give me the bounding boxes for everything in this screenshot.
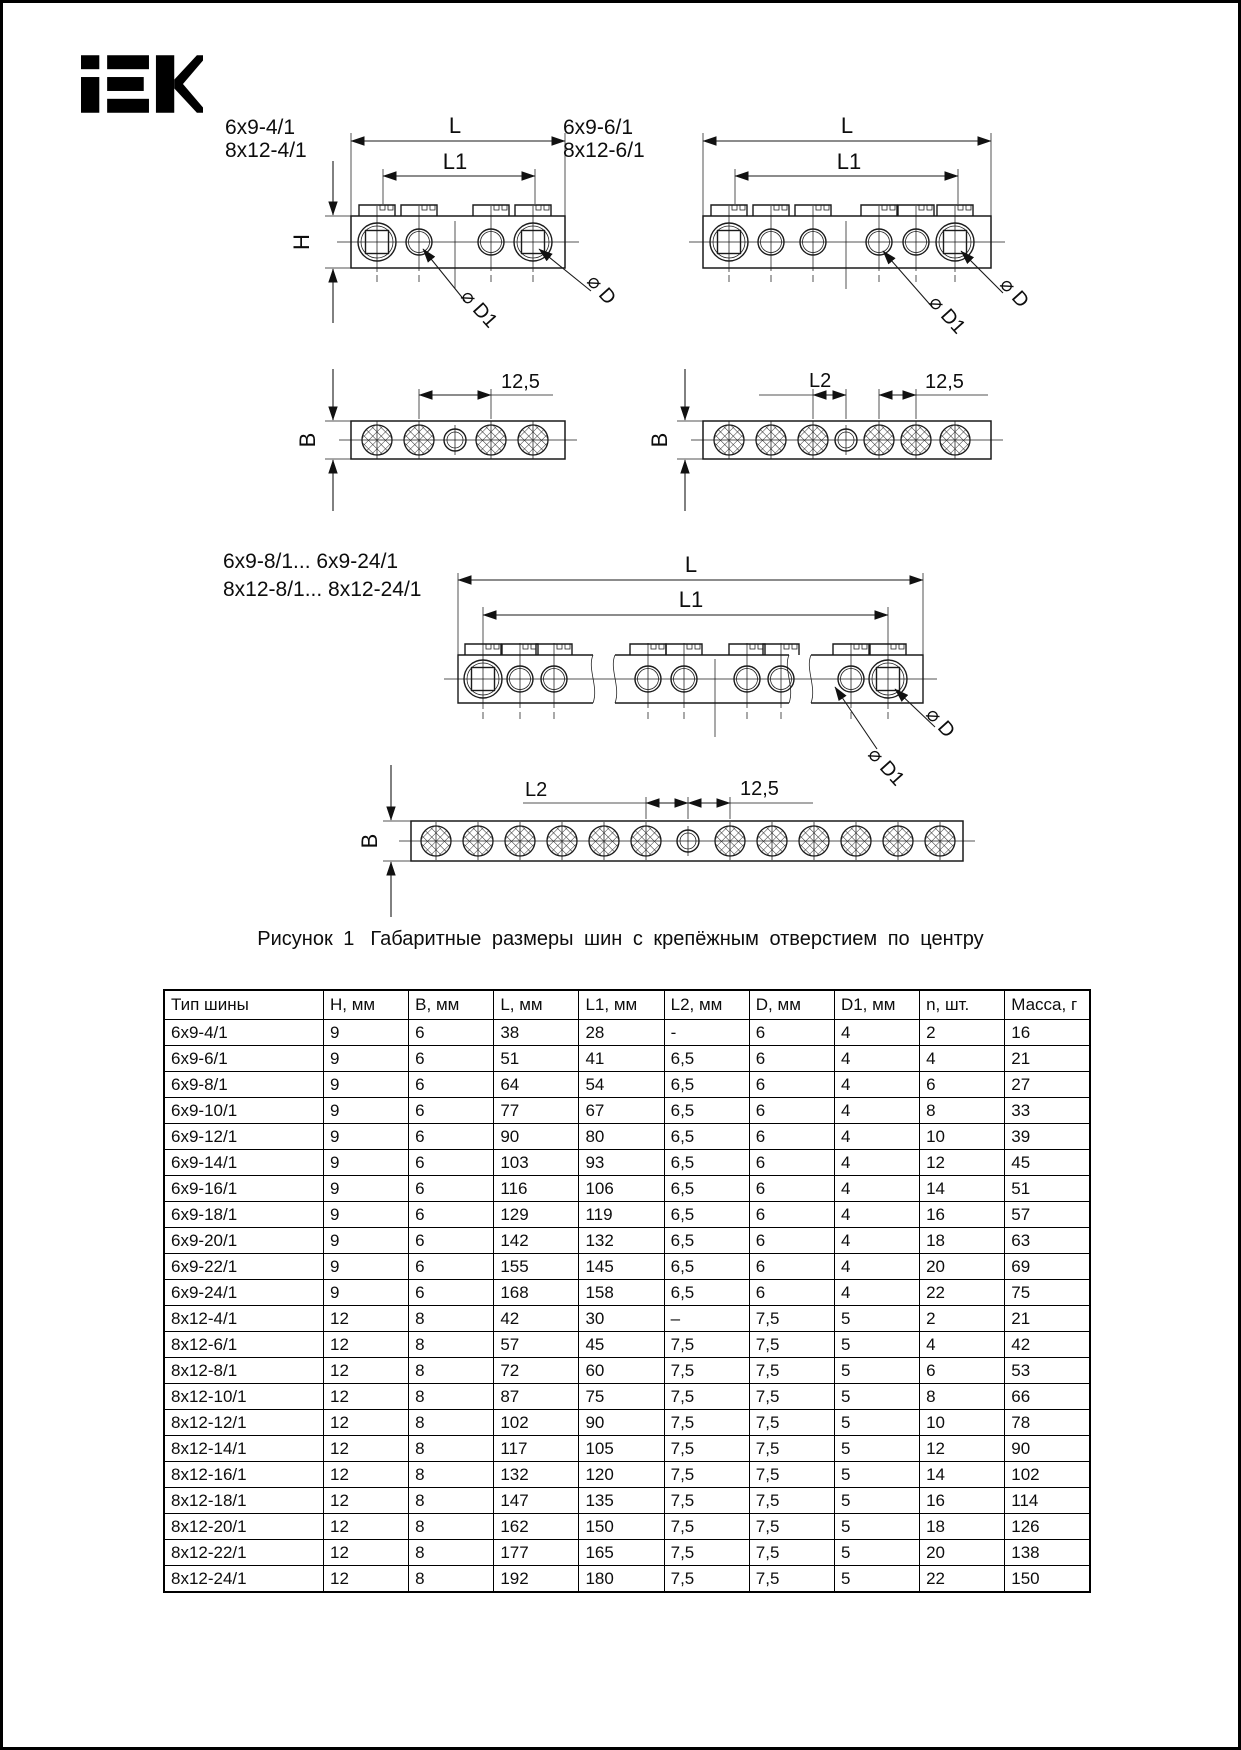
table-row [164, 1202, 1090, 1228]
table-row [164, 1072, 1090, 1098]
table-cell: 4 [834, 1072, 919, 1098]
dim-H: H [289, 234, 314, 250]
table-cell: 9 [324, 1046, 409, 1072]
table-cell: 6x9-18/1 [164, 1202, 324, 1228]
table-cell: 42 [1005, 1332, 1090, 1358]
table-cell: 6x9-14/1 [164, 1150, 324, 1176]
table-cell: 8x12-16/1 [164, 1462, 324, 1488]
table-cell: 75 [579, 1384, 664, 1410]
table-cell: 7,5 [749, 1384, 834, 1410]
table-cell: 28 [579, 1020, 664, 1046]
column-header: Н, мм [324, 990, 409, 1020]
table-cell: 7,5 [749, 1436, 834, 1462]
table-cell: 8 [409, 1566, 494, 1593]
table-cell: 8x12-12/1 [164, 1410, 324, 1436]
table-cell: 6 [749, 1072, 834, 1098]
dim-diameter-d: ⌀ D [995, 273, 1034, 313]
column-header: Тип шины [164, 990, 324, 1020]
table-cell: 135 [579, 1488, 664, 1514]
table-cell: 5 [834, 1540, 919, 1566]
table-cell: 8x12-24/1 [164, 1566, 324, 1593]
table-cell: 54 [579, 1072, 664, 1098]
model-label-group-a [225, 116, 307, 162]
drawing-c-bottom-view [357, 765, 975, 917]
logo-e-mid [107, 77, 144, 91]
table-cell: 67 [579, 1098, 664, 1124]
table-cell: 57 [1005, 1202, 1090, 1228]
table-cell: 39 [1005, 1124, 1090, 1150]
column-header: L1, мм [579, 990, 664, 1020]
table-cell: 7,5 [664, 1332, 749, 1358]
table-cell: 72 [494, 1358, 579, 1384]
table-cell: 18 [920, 1514, 1005, 1540]
table-cell: 14 [920, 1462, 1005, 1488]
table-cell: 64 [494, 1072, 579, 1098]
table-cell: 132 [494, 1462, 579, 1488]
table-cell: 12 [324, 1540, 409, 1566]
table-row [164, 1332, 1090, 1358]
table-cell: 4 [834, 1046, 919, 1072]
table-cell: 6 [749, 1046, 834, 1072]
dim-pitch: 12,5 [740, 778, 779, 800]
table-cell: 9 [324, 1228, 409, 1254]
table-cell: 192 [494, 1566, 579, 1593]
table-cell: 12 [324, 1488, 409, 1514]
table-cell: 8 [409, 1358, 494, 1384]
table-cell: 5 [834, 1410, 919, 1436]
figure-label: Рисунок 1 [257, 928, 355, 950]
table-cell: 158 [579, 1280, 664, 1306]
table-cell: 80 [579, 1124, 664, 1150]
drawing-a-bottom-view [295, 369, 577, 511]
table-cell: 6,5 [664, 1072, 749, 1098]
table-cell: 8 [409, 1410, 494, 1436]
table-cell: 4 [834, 1098, 919, 1124]
table-cell: 150 [579, 1514, 664, 1540]
table-cell: 6x9-22/1 [164, 1254, 324, 1280]
table-cell: 8 [409, 1488, 494, 1514]
column-header: В, мм [409, 990, 494, 1020]
table-cell: 5 [834, 1436, 919, 1462]
drawing-c-front-view [444, 552, 959, 790]
table-cell: 7,5 [749, 1332, 834, 1358]
model-label: 6x9-6/1 [563, 116, 634, 139]
table-cell: 6,5 [664, 1202, 749, 1228]
table-cell: 53 [1005, 1358, 1090, 1384]
table-cell: 126 [1005, 1514, 1090, 1540]
table-cell: 51 [494, 1046, 579, 1072]
table-cell: 7,5 [664, 1358, 749, 1384]
table-cell: 8x12-22/1 [164, 1540, 324, 1566]
table-cell: 8 [409, 1306, 494, 1332]
table-cell: 6 [920, 1072, 1005, 1098]
table-cell: 5 [834, 1358, 919, 1384]
table-cell: 69 [1005, 1254, 1090, 1280]
table-cell: 41 [579, 1046, 664, 1072]
table-cell: - [664, 1020, 749, 1046]
table-cell: 6x9-12/1 [164, 1124, 324, 1150]
table-cell: 12 [324, 1566, 409, 1593]
table-cell: 138 [1005, 1540, 1090, 1566]
table-cell: 165 [579, 1540, 664, 1566]
table-cell: 6,5 [664, 1098, 749, 1124]
table-cell: 7,5 [749, 1410, 834, 1436]
table-cell: 4 [834, 1150, 919, 1176]
table-cell: 147 [494, 1488, 579, 1514]
table-cell: 8 [409, 1332, 494, 1358]
table-cell: 90 [579, 1410, 664, 1436]
table-cell: 6 [749, 1176, 834, 1202]
table-cell: 7,5 [749, 1358, 834, 1384]
dim-L: L [448, 113, 462, 138]
table-cell: – [664, 1306, 749, 1332]
table-cell: 6,5 [664, 1150, 749, 1176]
model-label-group-b [563, 116, 645, 162]
table-cell: 10 [920, 1410, 1005, 1436]
table-header-row [164, 990, 1090, 1020]
table-cell: 4 [920, 1332, 1005, 1358]
dimensions-table [163, 989, 1091, 1593]
table-cell: 8 [409, 1436, 494, 1462]
table-row [164, 1436, 1090, 1462]
table-cell: 22 [920, 1280, 1005, 1306]
table-cell: 8 [409, 1514, 494, 1540]
table-cell: 57 [494, 1332, 579, 1358]
table-cell: 5 [834, 1514, 919, 1540]
table-cell: 9 [324, 1098, 409, 1124]
table-cell: 12 [920, 1150, 1005, 1176]
table-cell: 22 [920, 1566, 1005, 1593]
dim-L2: L2 [525, 779, 548, 801]
table-cell: 7,5 [749, 1462, 834, 1488]
table-cell: 8 [409, 1384, 494, 1410]
table-cell: 6 [749, 1124, 834, 1150]
model-label: 8x12-6/1 [563, 139, 645, 162]
table-cell: 51 [1005, 1176, 1090, 1202]
table-cell: 114 [1005, 1488, 1090, 1514]
table-cell: 7,5 [664, 1488, 749, 1514]
dim-B: B [647, 432, 672, 448]
table-cell: 6,5 [664, 1228, 749, 1254]
table-row [164, 1358, 1090, 1384]
table-cell: 6x9-24/1 [164, 1280, 324, 1306]
table-cell: 8x12-10/1 [164, 1384, 324, 1410]
dim-diameter-d: ⌀ D [582, 270, 621, 310]
table-cell: 6x9-8/1 [164, 1072, 324, 1098]
table-row [164, 1046, 1090, 1072]
dim-diameter-d1: ⌀ D1 [456, 285, 502, 333]
table-cell: 103 [494, 1150, 579, 1176]
table-cell: 6 [749, 1280, 834, 1306]
table-row [164, 1566, 1090, 1593]
dim-diameter-d: ⌀ D [921, 703, 960, 743]
table-cell: 7,5 [664, 1384, 749, 1410]
model-label: 6x9-4/1 [225, 116, 296, 139]
table-row [164, 1254, 1090, 1280]
table-cell: 7,5 [664, 1514, 749, 1540]
table-cell: 162 [494, 1514, 579, 1540]
table-cell: 5 [834, 1384, 919, 1410]
table-cell: 20 [920, 1540, 1005, 1566]
table-cell: 9 [324, 1020, 409, 1046]
table-cell: 6x9-6/1 [164, 1046, 324, 1072]
table-cell: 5 [834, 1306, 919, 1332]
table-cell: 6x9-20/1 [164, 1228, 324, 1254]
table-cell: 12 [324, 1436, 409, 1462]
column-header: D1, мм [834, 990, 919, 1020]
table-cell: 6 [409, 1072, 494, 1098]
column-header: n, шт. [920, 990, 1005, 1020]
table-cell: 6,5 [664, 1046, 749, 1072]
table-cell: 6 [409, 1280, 494, 1306]
table-cell: 27 [1005, 1072, 1090, 1098]
table-row [164, 1488, 1090, 1514]
table-cell: 12 [324, 1306, 409, 1332]
dim-L: L [684, 552, 698, 577]
table-cell: 33 [1005, 1098, 1090, 1124]
dim-diameter-d1: ⌀ D1 [863, 743, 909, 791]
table-cell: 6 [749, 1254, 834, 1280]
dim-L1: L1 [678, 587, 704, 612]
dim-L1: L1 [836, 149, 862, 174]
table-row [164, 1228, 1090, 1254]
table-cell: 6 [409, 1098, 494, 1124]
table-cell: 6x9-4/1 [164, 1020, 324, 1046]
table-cell: 9 [324, 1202, 409, 1228]
table-cell: 6 [920, 1358, 1005, 1384]
table-cell: 6 [409, 1124, 494, 1150]
table-cell: 9 [324, 1280, 409, 1306]
table-cell: 30 [579, 1306, 664, 1332]
table-row [164, 1540, 1090, 1566]
table-cell: 7,5 [664, 1540, 749, 1566]
figure-drawings [3, 103, 1241, 953]
table-cell: 132 [579, 1228, 664, 1254]
table-cell: 6,5 [664, 1176, 749, 1202]
table-cell: 77 [494, 1098, 579, 1124]
table-row [164, 1410, 1090, 1436]
table-cell: 5 [834, 1332, 919, 1358]
table-cell: 8 [409, 1540, 494, 1566]
table-cell: 7,5 [664, 1410, 749, 1436]
dim-L: L [840, 113, 854, 138]
table-cell: 78 [1005, 1410, 1090, 1436]
table-cell: 4 [834, 1020, 919, 1046]
table-cell: 12 [324, 1384, 409, 1410]
dim-diameter-d1: ⌀ D1 [924, 291, 970, 339]
column-header: L, мм [494, 990, 579, 1020]
table-cell: 9 [324, 1124, 409, 1150]
drawing-b-front-view [689, 113, 1033, 338]
table-cell: 16 [1005, 1020, 1090, 1046]
table-cell: 155 [494, 1254, 579, 1280]
table-row [164, 1020, 1090, 1046]
table-cell: 12 [324, 1462, 409, 1488]
table-cell: 6,5 [664, 1280, 749, 1306]
table-cell: 9 [324, 1254, 409, 1280]
table-cell: 2 [920, 1020, 1005, 1046]
model-label-group-c [223, 550, 421, 601]
logo-e-top [107, 55, 149, 69]
table-cell: 4 [834, 1254, 919, 1280]
table-row [164, 1176, 1090, 1202]
table-cell: 7,5 [749, 1488, 834, 1514]
table-cell: 12 [324, 1410, 409, 1436]
table-cell: 150 [1005, 1566, 1090, 1593]
dim-B: B [357, 833, 382, 849]
table-cell: 6 [409, 1202, 494, 1228]
table-cell: 2 [920, 1306, 1005, 1332]
table-cell: 6 [409, 1046, 494, 1072]
table-cell: 45 [1005, 1150, 1090, 1176]
table-cell: 105 [579, 1436, 664, 1462]
table-cell: 75 [1005, 1280, 1090, 1306]
table-cell: 18 [920, 1228, 1005, 1254]
table-cell: 106 [579, 1176, 664, 1202]
table-cell: 7,5 [664, 1462, 749, 1488]
table-cell: 93 [579, 1150, 664, 1176]
table-cell: 6,5 [664, 1254, 749, 1280]
table-cell: 38 [494, 1020, 579, 1046]
table-cell: 8 [920, 1098, 1005, 1124]
table-cell: 116 [494, 1176, 579, 1202]
table-cell: 8x12-20/1 [164, 1514, 324, 1540]
table-cell: 6 [749, 1228, 834, 1254]
table-row [164, 1280, 1090, 1306]
table-cell: 6 [409, 1254, 494, 1280]
table-cell: 6x9-10/1 [164, 1098, 324, 1124]
table-cell: 45 [579, 1332, 664, 1358]
table-cell: 6x9-16/1 [164, 1176, 324, 1202]
table-cell: 5 [834, 1488, 919, 1514]
table-cell: 12 [324, 1514, 409, 1540]
table-cell: 168 [494, 1280, 579, 1306]
table-cell: 180 [579, 1566, 664, 1593]
table-cell: 8x12-14/1 [164, 1436, 324, 1462]
table-cell: 6 [749, 1150, 834, 1176]
table-row [164, 1462, 1090, 1488]
table-cell: 4 [834, 1202, 919, 1228]
table-row [164, 1384, 1090, 1410]
table-cell: 8 [920, 1384, 1005, 1410]
table-row [164, 1124, 1090, 1150]
table-cell: 6 [409, 1228, 494, 1254]
table-cell: 6 [409, 1020, 494, 1046]
table-cell: 6,5 [664, 1124, 749, 1150]
column-header: D, мм [749, 990, 834, 1020]
table-cell: 102 [494, 1410, 579, 1436]
dim-pitch: 12,5 [501, 371, 540, 393]
figure-caption [3, 928, 1238, 951]
table-cell: 120 [579, 1462, 664, 1488]
table-cell: 12 [324, 1358, 409, 1384]
model-label: 6x9-8/1... 6x9-24/1 [223, 550, 399, 573]
dim-B: B [295, 432, 320, 448]
dim-pitch: 12,5 [925, 371, 964, 393]
table-row [164, 1150, 1090, 1176]
column-header: Масса, г [1005, 990, 1090, 1020]
table-cell: 21 [1005, 1046, 1090, 1072]
table-cell: 145 [579, 1254, 664, 1280]
table-cell: 21 [1005, 1306, 1090, 1332]
table-cell: 6 [749, 1020, 834, 1046]
table-cell: 8x12-18/1 [164, 1488, 324, 1514]
table-cell: 16 [920, 1202, 1005, 1228]
table-row [164, 1306, 1090, 1332]
model-label: 8x12-4/1 [225, 139, 307, 162]
table-cell: 9 [324, 1072, 409, 1098]
table-cell: 87 [494, 1384, 579, 1410]
table-cell: 8x12-6/1 [164, 1332, 324, 1358]
table-cell: 4 [834, 1176, 919, 1202]
table-cell: 16 [920, 1488, 1005, 1514]
table-cell: 90 [494, 1124, 579, 1150]
table-cell: 7,5 [749, 1306, 834, 1332]
table-cell: 20 [920, 1254, 1005, 1280]
table-cell: 102 [1005, 1462, 1090, 1488]
table-cell: 7,5 [749, 1566, 834, 1593]
table-cell: 12 [324, 1332, 409, 1358]
table-cell: 7,5 [749, 1514, 834, 1540]
table-cell: 6 [409, 1150, 494, 1176]
table-cell: 42 [494, 1306, 579, 1332]
table-cell: 6 [409, 1176, 494, 1202]
logo-i-dot [81, 55, 99, 69]
table-cell: 7,5 [749, 1540, 834, 1566]
dim-L2: L2 [809, 370, 832, 392]
table-cell: 6 [749, 1202, 834, 1228]
table-cell: 9 [324, 1176, 409, 1202]
table-cell: 4 [834, 1228, 919, 1254]
column-header: L2, мм [664, 990, 749, 1020]
model-label: 8x12-8/1... 8x12-24/1 [223, 578, 422, 601]
table-cell: 7,5 [664, 1436, 749, 1462]
table-row [164, 1098, 1090, 1124]
table-cell: 90 [1005, 1436, 1090, 1462]
table-cell: 5 [834, 1566, 919, 1593]
table-cell: 142 [494, 1228, 579, 1254]
table-cell: 129 [494, 1202, 579, 1228]
table-cell: 8x12-8/1 [164, 1358, 324, 1384]
table-cell: 63 [1005, 1228, 1090, 1254]
table-cell: 14 [920, 1176, 1005, 1202]
table-cell: 9 [324, 1150, 409, 1176]
table-cell: 7,5 [664, 1566, 749, 1593]
table-cell: 119 [579, 1202, 664, 1228]
table-cell: 117 [494, 1436, 579, 1462]
dim-L1: L1 [442, 149, 468, 174]
drawing-b-bottom-view [647, 369, 1003, 511]
table-cell: 10 [920, 1124, 1005, 1150]
table-cell: 6 [749, 1098, 834, 1124]
table-cell: 5 [834, 1462, 919, 1488]
figure-caption-text: Габаритные размеры шин с крепёжным отверстием по центру [370, 928, 984, 950]
table-row [164, 1514, 1090, 1540]
table-cell: 8x12-4/1 [164, 1306, 324, 1332]
table-cell: 12 [920, 1436, 1005, 1462]
table-cell: 66 [1005, 1384, 1090, 1410]
table-cell: 4 [834, 1124, 919, 1150]
table-cell: 60 [579, 1358, 664, 1384]
table-cell: 177 [494, 1540, 579, 1566]
table-cell: 4 [920, 1046, 1005, 1072]
table-cell: 8 [409, 1462, 494, 1488]
table-cell: 4 [834, 1280, 919, 1306]
